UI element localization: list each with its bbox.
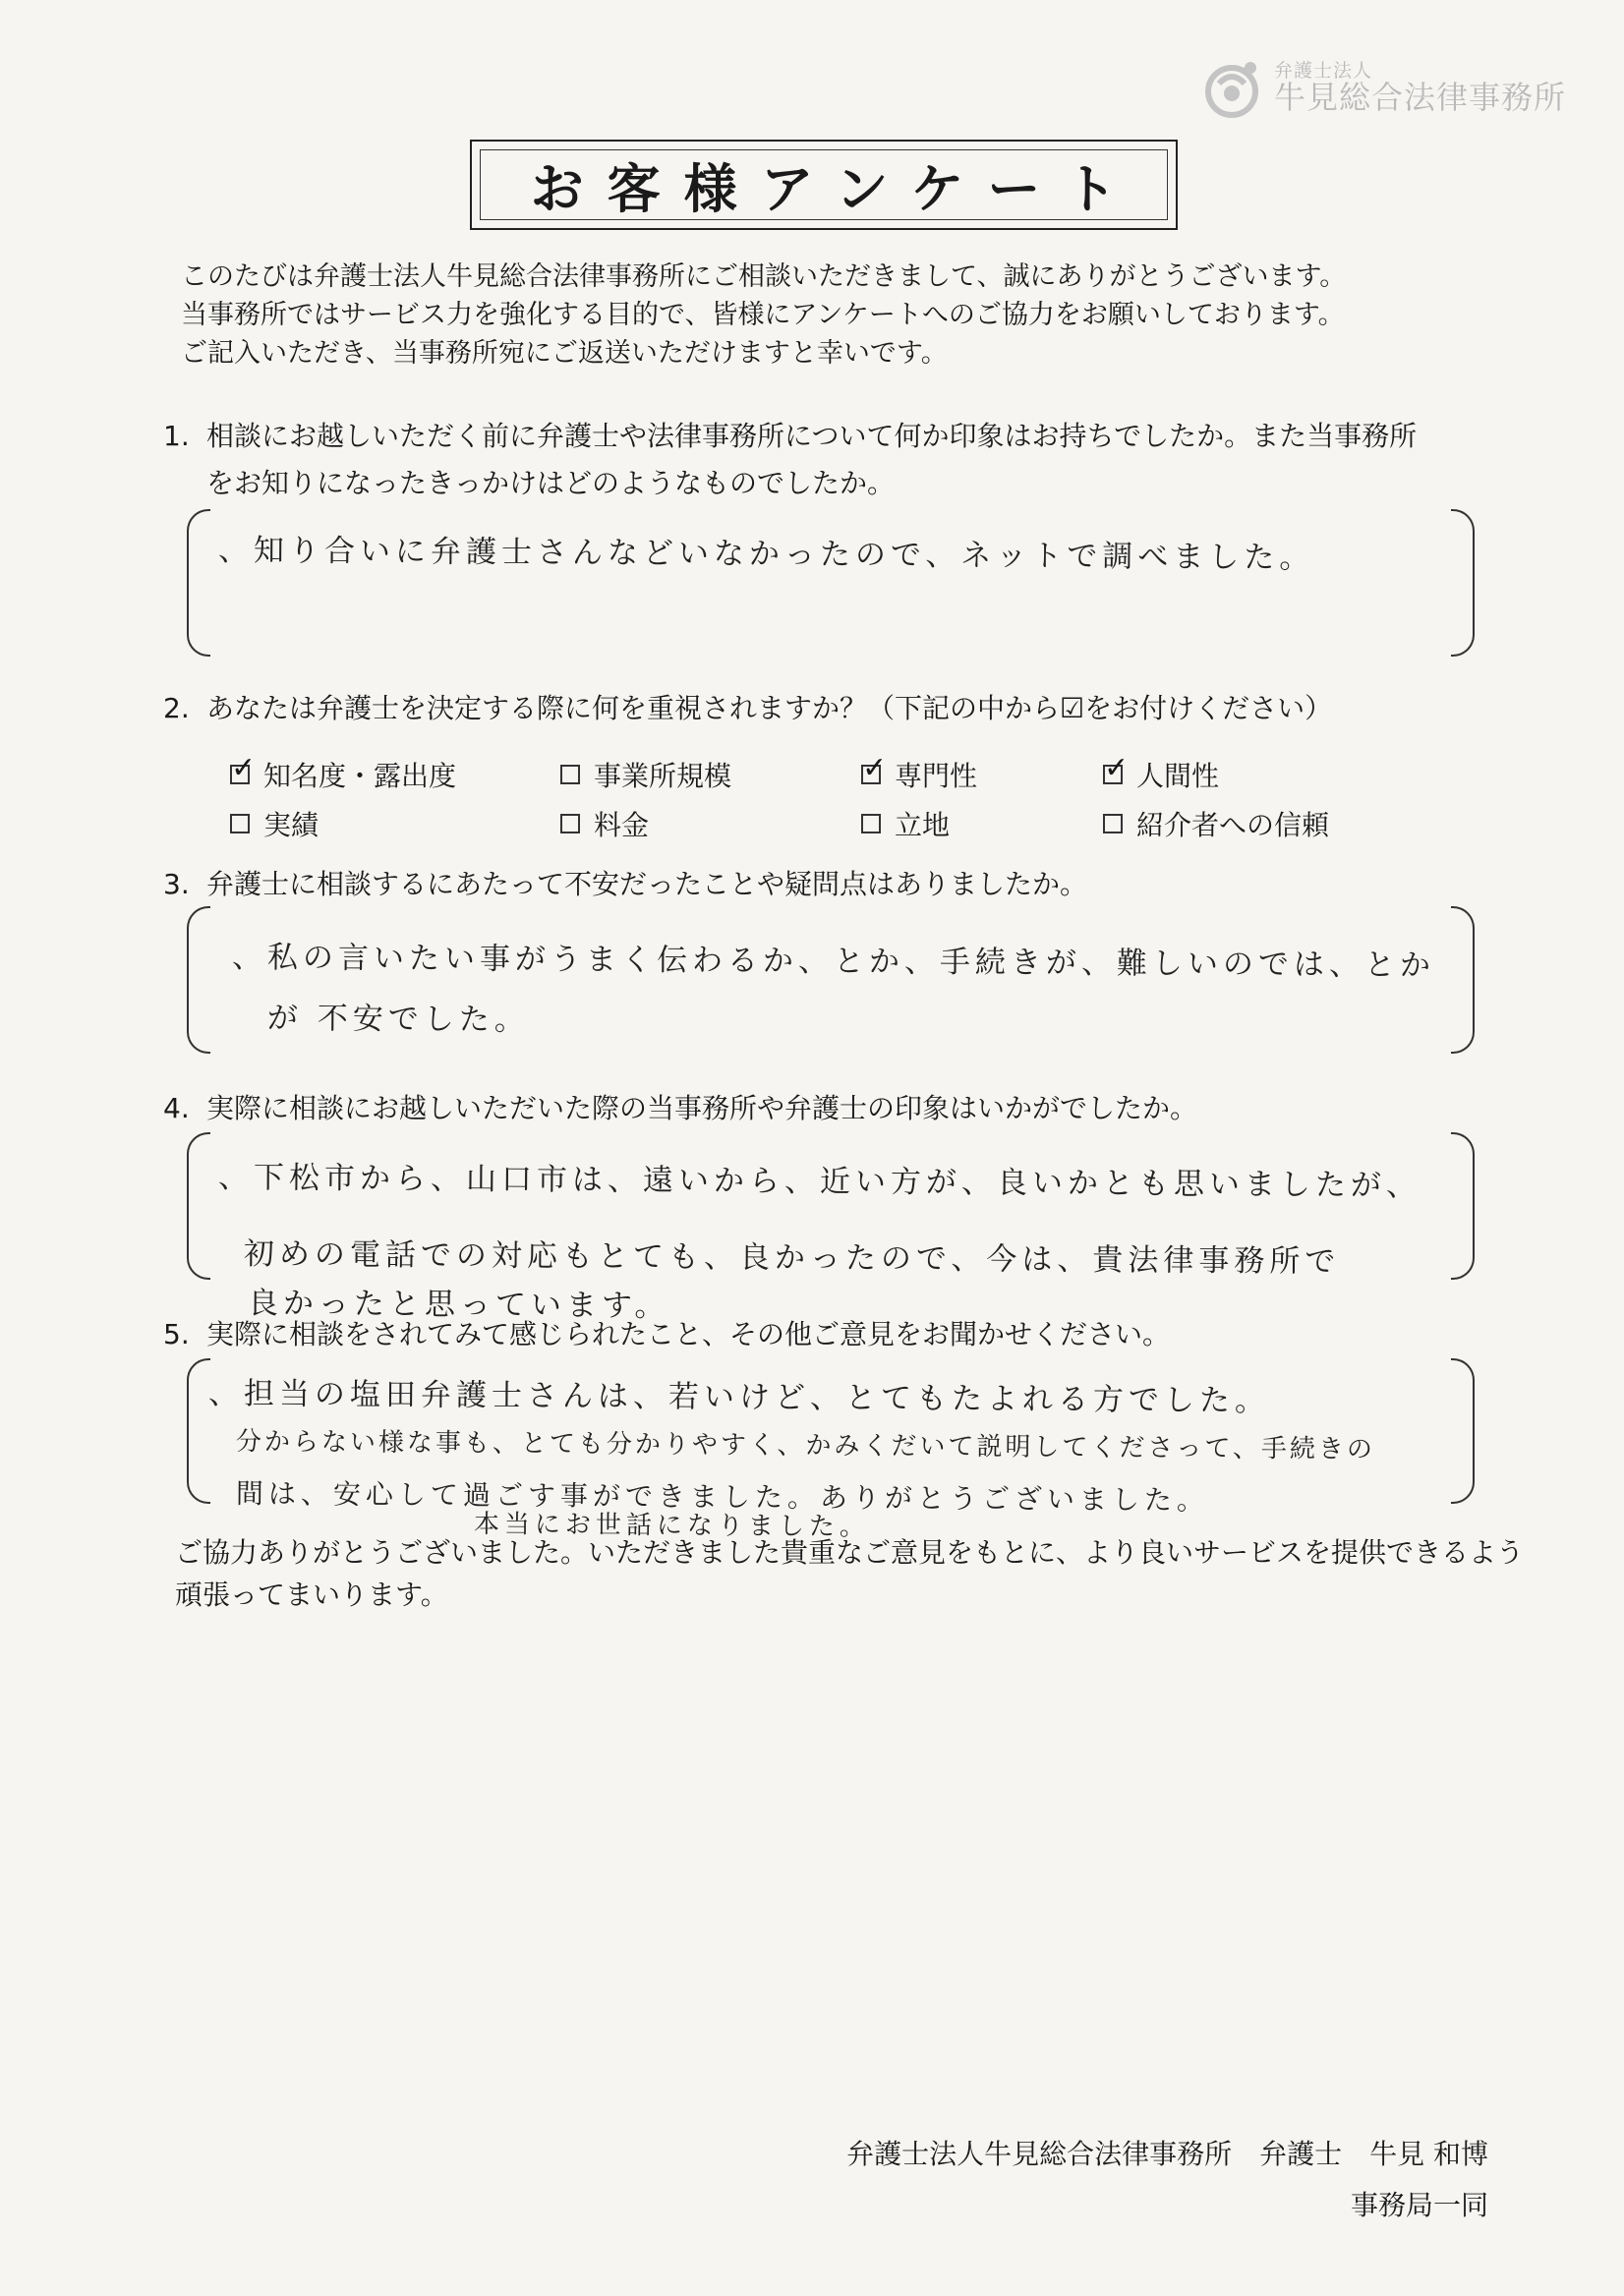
question-text: 相談にお越しいただく前に弁護士や法律事務所について何か印象はお持ちでしたか。また当事務所 bbox=[206, 420, 1418, 452]
checkbox[interactable] bbox=[861, 814, 881, 833]
option-referrer-trust[interactable] bbox=[1103, 804, 1359, 843]
question-text: あなたは弁護士を決定する際に何を重視されますか？（下記の中から☑をお付けください） bbox=[206, 692, 1333, 724]
closing-message bbox=[175, 1531, 1524, 1616]
checkbox-checked[interactable] bbox=[230, 765, 250, 784]
intro-line: 当事務所ではサービス力を強化する目的で、皆様にアンケートへのご協力をお願いしております。 bbox=[181, 300, 1345, 330]
checkbox-checked[interactable] bbox=[861, 765, 881, 784]
checkbox[interactable] bbox=[560, 765, 580, 784]
question-number: 3. bbox=[163, 868, 190, 900]
option-label: 立地 bbox=[895, 809, 951, 841]
signature-firm: 弁護士法人牛見総合法律事務所 弁護士 牛見 和博 bbox=[846, 2138, 1488, 2170]
logo-line1: 弁護士法人 bbox=[1274, 60, 1373, 83]
question-text: 実際に相談にお越しいただいた際の当事務所や弁護士の印象はいかがでしたか。 bbox=[206, 1092, 1198, 1124]
handwritten-answer-3-line2: が 不安でした。 bbox=[266, 1001, 530, 1038]
option-label: 実績 bbox=[263, 809, 319, 841]
question-number: 4. bbox=[163, 1092, 190, 1124]
firm-logo bbox=[1197, 49, 1571, 128]
handwritten-answer-5-line1: 、担当の塩田弁護士さんは、若いけど、とてもたよれる方でした。 bbox=[207, 1376, 1271, 1419]
question-4 bbox=[163, 1085, 1197, 1132]
intro-line: このたびは弁護士法人牛見総合法律事務所にご相談いただきまして、誠にありがとうございます。 bbox=[181, 261, 1347, 292]
question-5 bbox=[163, 1311, 1170, 1358]
handwritten-answer-5-line4: 本当にお世話になりました。 bbox=[473, 1510, 871, 1542]
option-track-record[interactable] bbox=[230, 804, 560, 843]
option-label: 料金 bbox=[594, 809, 650, 841]
question-1 bbox=[163, 413, 1417, 507]
signature-office: 事務局一同 bbox=[1350, 2189, 1488, 2221]
option-office-size[interactable] bbox=[560, 755, 861, 794]
title-box bbox=[470, 140, 1178, 230]
closing-line: ご協力ありがとうございました。いただきました貴重なご意見をもとに、より良いサービスを提供できるよう bbox=[175, 1536, 1525, 1569]
handwritten-answer-4-line1: 、下松市から、山口市は、遠いから、近い方が、良いかとも思いましたが、 bbox=[217, 1160, 1422, 1204]
page-title: お客様アンケート bbox=[530, 157, 1141, 220]
handwritten-answer-5-line3: 間は、安心して過ごす事ができました。ありがとうございました。 bbox=[235, 1477, 1210, 1517]
option-label: 知名度・露出度 bbox=[263, 760, 457, 792]
checkbox-checked[interactable] bbox=[1103, 765, 1123, 784]
checkbox[interactable] bbox=[230, 814, 250, 833]
logo-line2: 牛見総合法律事務所 bbox=[1274, 79, 1567, 117]
handwritten-answer-1: 、知り合いに弁護士さんなどいなかったので、ネットで調べました。 bbox=[217, 533, 1315, 576]
handwritten-answer-4-line2: 初めの電話での対応もとても、良かったので、今は、貴法律事務所で bbox=[243, 1236, 1341, 1280]
importance-options bbox=[230, 755, 1359, 843]
question-number: 2. bbox=[163, 692, 190, 724]
handwritten-answer-4-line3: 良かったと思っています。 bbox=[247, 1286, 670, 1324]
handwritten-answer-3-line1: 、私の言いたい事がうまく伝わるか、とか、手続きが、難しいのでは、とか bbox=[231, 940, 1436, 984]
option-location[interactable] bbox=[861, 804, 1103, 843]
firm-logo-icon bbox=[1197, 54, 1266, 123]
closing-line: 頑張ってまいります。 bbox=[175, 1578, 448, 1611]
question-3 bbox=[163, 861, 1087, 908]
handwritten-answer-5-line2: 分からない様な事も、とても分かりやすく、かみくだいて説明してくださって、手続きの bbox=[235, 1427, 1376, 1465]
option-name-recognition[interactable] bbox=[230, 755, 560, 794]
option-label: 紹介者への信頼 bbox=[1136, 809, 1330, 841]
question-text: 実際に相談をされてみて感じられたこと、その他ご意見をお聞かせください。 bbox=[206, 1318, 1171, 1350]
question-number: 5. bbox=[163, 1318, 190, 1350]
question-number: 1. bbox=[163, 420, 190, 452]
intro-text bbox=[181, 258, 1498, 373]
option-personality[interactable] bbox=[1103, 755, 1359, 794]
checkbox[interactable] bbox=[560, 814, 580, 833]
option-label: 人間性 bbox=[1136, 760, 1220, 792]
option-expertise[interactable] bbox=[861, 755, 1103, 794]
option-fee[interactable] bbox=[560, 804, 861, 843]
option-label: 専門性 bbox=[895, 760, 978, 792]
option-label: 事業所規模 bbox=[594, 760, 732, 792]
intro-line: ご記入いただき、当事務所宛にご返送いただけますと幸いです。 bbox=[181, 338, 948, 369]
question-2 bbox=[163, 685, 1332, 732]
checkbox[interactable] bbox=[1103, 814, 1123, 833]
question-text-cont: をお知りになったきっかけはどのようなものでしたか。 bbox=[206, 467, 896, 499]
question-text: 弁護士に相談するにあたって不安だったことや疑問点はありましたか。 bbox=[206, 868, 1088, 900]
